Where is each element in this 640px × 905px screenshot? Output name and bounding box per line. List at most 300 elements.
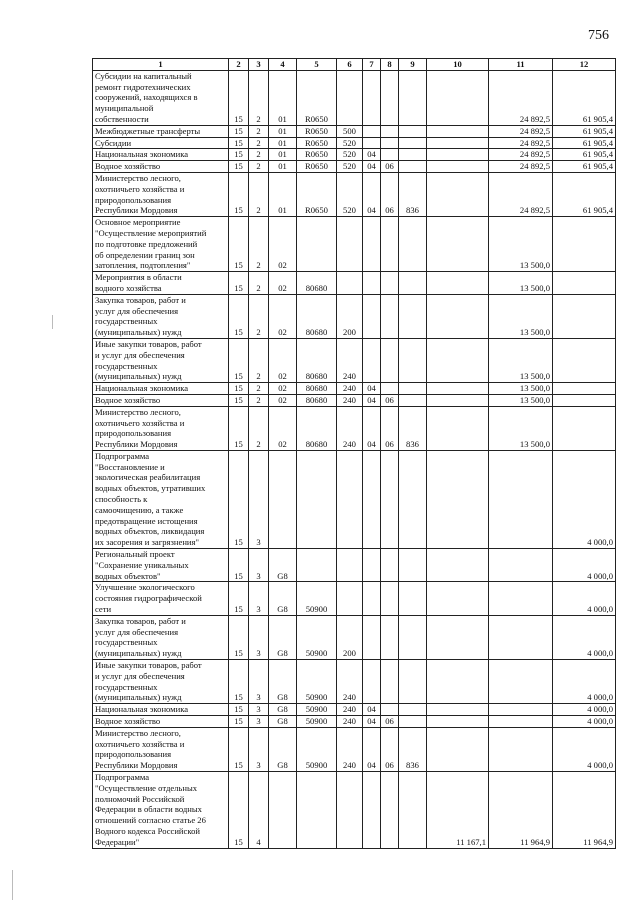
- table-cell: 15: [229, 125, 249, 137]
- table-cell: 15: [229, 338, 249, 382]
- table-cell: 13 500,0: [489, 294, 553, 338]
- row-name-cell: Субсидии: [93, 137, 229, 149]
- table-cell: 06: [381, 727, 399, 771]
- budget-table: [92, 58, 616, 849]
- table-cell: 13 500,0: [489, 338, 553, 382]
- row-name-cell: Мероприятия в области водного хозяйства: [93, 272, 229, 295]
- table-cell: 61 905,4: [553, 137, 616, 149]
- table-row: [93, 704, 616, 716]
- table-cell: 3: [249, 716, 269, 728]
- table-row: [93, 772, 616, 849]
- table-cell: 50900: [297, 727, 337, 771]
- table-cell: 02: [269, 272, 297, 295]
- table-cell: 50900: [297, 582, 337, 615]
- table-cell: [427, 615, 489, 659]
- table-cell: 15: [229, 394, 249, 406]
- table-cell: [553, 394, 616, 406]
- table-cell: 500: [337, 125, 363, 137]
- table-header: [93, 59, 616, 71]
- table-cell: 61 905,4: [553, 161, 616, 173]
- table-cell: [427, 70, 489, 125]
- table-cell: [427, 716, 489, 728]
- table-cell: 240: [337, 338, 363, 382]
- table-cell: 4 000,0: [553, 716, 616, 728]
- table-cell: G8: [269, 582, 297, 615]
- row-name-cell: Иные закупки товаров, работ и услуг для обеспечения государственных (муниципальных) нужд: [93, 338, 229, 382]
- column-header: 4: [269, 59, 297, 71]
- table-cell: [337, 450, 363, 548]
- table-cell: [399, 615, 427, 659]
- table-cell: R0650: [297, 70, 337, 125]
- table-cell: 4 000,0: [553, 549, 616, 582]
- table-cell: [427, 172, 489, 216]
- table-cell: [427, 450, 489, 548]
- table-cell: [381, 772, 399, 849]
- table-cell: [427, 394, 489, 406]
- table-cell: 2: [249, 272, 269, 295]
- table-cell: [381, 549, 399, 582]
- table-cell: 01: [269, 125, 297, 137]
- column-header: 6: [337, 59, 363, 71]
- table-row: [93, 70, 616, 125]
- table-cell: [381, 660, 399, 704]
- table-cell: 4: [249, 772, 269, 849]
- row-name-cell: Основное мероприятие "Осуществление мероприятий по подготовке предложений об определении границ зон затопления, подтопления": [93, 217, 229, 272]
- table-cell: 15: [229, 149, 249, 161]
- table-cell: 11 964,9: [553, 772, 616, 849]
- table-cell: 04: [363, 149, 381, 161]
- table-cell: 06: [381, 406, 399, 450]
- table-cell: G8: [269, 727, 297, 771]
- row-name-cell: Министерство лесного, охотничьего хозяйства и природопользования Республики Мордовия: [93, 172, 229, 216]
- table-cell: [399, 338, 427, 382]
- table-cell: 4 000,0: [553, 582, 616, 615]
- table-cell: [553, 217, 616, 272]
- table-cell: [427, 125, 489, 137]
- table-cell: [489, 549, 553, 582]
- row-name-cell: Водное хозяйство: [93, 161, 229, 173]
- table-cell: 50900: [297, 615, 337, 659]
- table-row: [93, 615, 616, 659]
- table-cell: 50900: [297, 660, 337, 704]
- table-cell: [489, 660, 553, 704]
- table-cell: [337, 582, 363, 615]
- row-name-cell: Субсидии на капитальный ремонт гидротехнических сооружений, находящихся в муниципальной собственности: [93, 70, 229, 125]
- table-row: [93, 450, 616, 548]
- table-row: [93, 161, 616, 173]
- table-cell: [399, 549, 427, 582]
- table-cell: 15: [229, 294, 249, 338]
- table-cell: [399, 660, 427, 704]
- table-cell: [381, 149, 399, 161]
- table-cell: 80680: [297, 394, 337, 406]
- row-name-cell: Межбюджетные трансферты: [93, 125, 229, 137]
- table-row: [93, 272, 616, 295]
- table-cell: 2: [249, 338, 269, 382]
- table-cell: [381, 272, 399, 295]
- table-cell: 2: [249, 383, 269, 395]
- table-cell: R0650: [297, 137, 337, 149]
- table-cell: 15: [229, 450, 249, 548]
- table-cell: 15: [229, 772, 249, 849]
- table-cell: 13 500,0: [489, 406, 553, 450]
- table-cell: 15: [229, 727, 249, 771]
- table-cell: [381, 338, 399, 382]
- table-cell: [399, 394, 427, 406]
- row-name-cell: Закупка товаров, работ и услуг для обеспечения государственных (муниципальных) нужд: [93, 294, 229, 338]
- table-cell: 3: [249, 727, 269, 771]
- table-cell: [337, 549, 363, 582]
- table-cell: 15: [229, 582, 249, 615]
- table-cell: 01: [269, 70, 297, 125]
- table-cell: [399, 272, 427, 295]
- table-cell: 836: [399, 172, 427, 216]
- table-cell: [269, 772, 297, 849]
- table-cell: 3: [249, 615, 269, 659]
- table-cell: 04: [363, 406, 381, 450]
- table-cell: [381, 582, 399, 615]
- table-cell: 24 892,5: [489, 172, 553, 216]
- table-cell: [489, 615, 553, 659]
- table-cell: G8: [269, 716, 297, 728]
- table-cell: 2: [249, 394, 269, 406]
- table-cell: 50900: [297, 704, 337, 716]
- table-cell: [381, 615, 399, 659]
- table-cell: 04: [363, 727, 381, 771]
- table-cell: [399, 161, 427, 173]
- table-cell: 15: [229, 161, 249, 173]
- table-row: [93, 582, 616, 615]
- table-cell: [427, 660, 489, 704]
- table-cell: [381, 125, 399, 137]
- table-cell: 240: [337, 383, 363, 395]
- column-header: 2: [229, 59, 249, 71]
- table-cell: [399, 70, 427, 125]
- table-cell: [489, 704, 553, 716]
- table-cell: 01: [269, 161, 297, 173]
- row-name-cell: Министерство лесного, охотничьего хозяйства и природопользования Республики Мордовия: [93, 406, 229, 450]
- table-cell: 200: [337, 615, 363, 659]
- table-cell: [363, 660, 381, 704]
- row-name-cell: Подпрограмма "Осуществление отдельных полномочий Российской Федерации в области водных отношений согласно статье 26 Водного кодекса Российской Федерации": [93, 772, 229, 849]
- table-row: [93, 149, 616, 161]
- table-cell: 200: [337, 294, 363, 338]
- table-cell: [399, 125, 427, 137]
- row-name-cell: Национальная экономика: [93, 704, 229, 716]
- row-name-cell: Иные закупки товаров, работ и услуг для обеспечения государственных (муниципальных) нужд: [93, 660, 229, 704]
- table-cell: [427, 161, 489, 173]
- table-cell: [427, 149, 489, 161]
- table-cell: [427, 272, 489, 295]
- table-cell: [363, 772, 381, 849]
- table-cell: [363, 294, 381, 338]
- row-name-cell: Улучшение экологического состояния гидрографической сети: [93, 582, 229, 615]
- table-cell: 240: [337, 394, 363, 406]
- table-cell: 24 892,5: [489, 161, 553, 173]
- table-cell: 80680: [297, 272, 337, 295]
- table-cell: 240: [337, 727, 363, 771]
- table-cell: 520: [337, 149, 363, 161]
- column-header: 9: [399, 59, 427, 71]
- table-cell: 15: [229, 70, 249, 125]
- table-row: [93, 217, 616, 272]
- table-cell: [363, 582, 381, 615]
- table-cell: 2: [249, 217, 269, 272]
- table-cell: [427, 338, 489, 382]
- table-cell: 15: [229, 549, 249, 582]
- table-cell: [363, 125, 381, 137]
- row-name-cell: Водное хозяйство: [93, 716, 229, 728]
- table-cell: 4 000,0: [553, 660, 616, 704]
- table-cell: 80680: [297, 383, 337, 395]
- table-cell: [297, 217, 337, 272]
- table-cell: 02: [269, 217, 297, 272]
- table-cell: [363, 217, 381, 272]
- table-cell: 13 500,0: [489, 217, 553, 272]
- row-name-cell: Министерство лесного, охотничьего хозяйства и природопользования Республики Мордовия: [93, 727, 229, 771]
- table-cell: [399, 582, 427, 615]
- table-cell: 2: [249, 137, 269, 149]
- table-cell: [381, 217, 399, 272]
- table-cell: 80680: [297, 338, 337, 382]
- table-cell: [337, 70, 363, 125]
- table-cell: 61 905,4: [553, 125, 616, 137]
- column-header: 7: [363, 59, 381, 71]
- table-cell: 3: [249, 704, 269, 716]
- table-cell: [399, 217, 427, 272]
- table-cell: R0650: [297, 149, 337, 161]
- table-cell: 04: [363, 383, 381, 395]
- table-cell: [399, 149, 427, 161]
- table-cell: 15: [229, 660, 249, 704]
- table-cell: G8: [269, 704, 297, 716]
- table-cell: 2: [249, 172, 269, 216]
- table-cell: 15: [229, 615, 249, 659]
- table-cell: [553, 406, 616, 450]
- table-cell: [553, 294, 616, 338]
- table-cell: 04: [363, 161, 381, 173]
- column-header: 5: [297, 59, 337, 71]
- table-row: [93, 549, 616, 582]
- row-name-cell: Национальная экономика: [93, 383, 229, 395]
- table-body: [93, 70, 616, 848]
- table-cell: [381, 137, 399, 149]
- table-cell: [381, 383, 399, 395]
- table-cell: 02: [269, 394, 297, 406]
- table-cell: [363, 549, 381, 582]
- table-row: [93, 137, 616, 149]
- table-cell: [337, 772, 363, 849]
- table-cell: [399, 704, 427, 716]
- row-name-cell: Водное хозяйство: [93, 394, 229, 406]
- table-cell: 04: [363, 716, 381, 728]
- table-cell: [381, 294, 399, 338]
- table-cell: 836: [399, 727, 427, 771]
- table-cell: G8: [269, 660, 297, 704]
- table-cell: [269, 450, 297, 548]
- table-cell: [363, 137, 381, 149]
- table-cell: 80680: [297, 406, 337, 450]
- table-cell: R0650: [297, 172, 337, 216]
- table-cell: [381, 704, 399, 716]
- table-cell: [489, 450, 553, 548]
- table-cell: 4 000,0: [553, 727, 616, 771]
- table-cell: 520: [337, 172, 363, 216]
- table-cell: 2: [249, 125, 269, 137]
- table-row: [93, 125, 616, 137]
- table-cell: [363, 70, 381, 125]
- table-cell: 15: [229, 716, 249, 728]
- table-cell: [399, 772, 427, 849]
- table-cell: 50900: [297, 716, 337, 728]
- table-cell: 3: [249, 660, 269, 704]
- table-cell: 4 000,0: [553, 704, 616, 716]
- table-cell: 02: [269, 406, 297, 450]
- table-cell: [297, 772, 337, 849]
- table-cell: 01: [269, 137, 297, 149]
- table-cell: 06: [381, 394, 399, 406]
- table-cell: 15: [229, 137, 249, 149]
- table-cell: 06: [381, 716, 399, 728]
- table-cell: 4 000,0: [553, 615, 616, 659]
- table-row: [93, 294, 616, 338]
- table-cell: 4 000,0: [553, 450, 616, 548]
- table-cell: R0650: [297, 125, 337, 137]
- table-cell: 04: [363, 172, 381, 216]
- table-cell: [427, 727, 489, 771]
- table-cell: [427, 406, 489, 450]
- table-row: [93, 727, 616, 771]
- table-cell: 2: [249, 161, 269, 173]
- table-cell: [399, 450, 427, 548]
- table-cell: G8: [269, 549, 297, 582]
- row-name-cell: Закупка товаров, работ и услуг для обеспечения государственных (муниципальных) нужд: [93, 615, 229, 659]
- table-cell: 11 167,1: [427, 772, 489, 849]
- table-row: [93, 338, 616, 382]
- table-cell: 3: [249, 450, 269, 548]
- table-cell: 15: [229, 172, 249, 216]
- page-number: 756: [588, 28, 609, 43]
- header-row: [93, 59, 616, 71]
- table-cell: [363, 615, 381, 659]
- table-cell: 24 892,5: [489, 137, 553, 149]
- table-cell: [297, 450, 337, 548]
- table-row: [93, 383, 616, 395]
- table-cell: 61 905,4: [553, 149, 616, 161]
- table-cell: 24 892,5: [489, 125, 553, 137]
- column-header: 8: [381, 59, 399, 71]
- table-cell: 02: [269, 383, 297, 395]
- table-cell: [363, 450, 381, 548]
- table-cell: 240: [337, 716, 363, 728]
- table-cell: [381, 450, 399, 548]
- column-header: 12: [553, 59, 616, 71]
- table-cell: 24 892,5: [489, 149, 553, 161]
- table-cell: [427, 704, 489, 716]
- table-cell: [553, 383, 616, 395]
- table-cell: [399, 716, 427, 728]
- table-cell: 13 500,0: [489, 394, 553, 406]
- table-cell: [399, 383, 427, 395]
- table-cell: [337, 217, 363, 272]
- table-cell: [553, 272, 616, 295]
- table-cell: 3: [249, 582, 269, 615]
- table-cell: 61 905,4: [553, 172, 616, 216]
- table-cell: 2: [249, 294, 269, 338]
- table-cell: [363, 338, 381, 382]
- table-cell: [399, 137, 427, 149]
- table-row: [93, 394, 616, 406]
- table-cell: [337, 272, 363, 295]
- table-cell: 01: [269, 149, 297, 161]
- table-cell: [297, 549, 337, 582]
- table-row: [93, 406, 616, 450]
- table-cell: [427, 549, 489, 582]
- table-cell: [427, 383, 489, 395]
- table-cell: 61 905,4: [553, 70, 616, 125]
- table-cell: 04: [363, 704, 381, 716]
- table-cell: 11 964,9: [489, 772, 553, 849]
- table-cell: 240: [337, 660, 363, 704]
- table-cell: [489, 727, 553, 771]
- table-cell: 520: [337, 137, 363, 149]
- table-cell: 240: [337, 704, 363, 716]
- table-cell: 15: [229, 272, 249, 295]
- table-cell: 2: [249, 406, 269, 450]
- table-cell: 13 500,0: [489, 272, 553, 295]
- row-name-cell: Региональный проект "Сохранение уникальных водных объектов": [93, 549, 229, 582]
- table-cell: 01: [269, 172, 297, 216]
- table-cell: [427, 137, 489, 149]
- table-cell: 15: [229, 704, 249, 716]
- table-row: [93, 660, 616, 704]
- table-cell: [427, 582, 489, 615]
- table-cell: 06: [381, 161, 399, 173]
- table-cell: 520: [337, 161, 363, 173]
- table-cell: 15: [229, 383, 249, 395]
- table-cell: [427, 217, 489, 272]
- table-cell: 3: [249, 549, 269, 582]
- table-cell: 15: [229, 406, 249, 450]
- table-cell: 04: [363, 394, 381, 406]
- column-header: 1: [93, 59, 229, 71]
- table-cell: 24 892,5: [489, 70, 553, 125]
- column-header: 10: [427, 59, 489, 71]
- table-row: [93, 172, 616, 216]
- table-row: [93, 716, 616, 728]
- row-name-cell: Национальная экономика: [93, 149, 229, 161]
- column-header: 3: [249, 59, 269, 71]
- table-cell: 02: [269, 338, 297, 382]
- margin-mark: [12, 870, 13, 900]
- table-cell: 15: [229, 217, 249, 272]
- row-name-cell: Подпрограмма "Восстановление и экологическая реабилитация водных объектов, утративших способность к самоочищению, а также предотвращение истощения водных объектов, ликвидация их засорения и загрязнения": [93, 450, 229, 548]
- margin-mark: [52, 315, 53, 329]
- table-cell: [399, 294, 427, 338]
- column-header: 11: [489, 59, 553, 71]
- table-cell: 02: [269, 294, 297, 338]
- table-cell: [363, 272, 381, 295]
- table-cell: [427, 294, 489, 338]
- table-cell: [381, 70, 399, 125]
- table-cell: 13 500,0: [489, 383, 553, 395]
- table-cell: 2: [249, 149, 269, 161]
- table-cell: 80680: [297, 294, 337, 338]
- table-cell: 06: [381, 172, 399, 216]
- table-cell: [553, 338, 616, 382]
- table-cell: [489, 582, 553, 615]
- table-cell: G8: [269, 615, 297, 659]
